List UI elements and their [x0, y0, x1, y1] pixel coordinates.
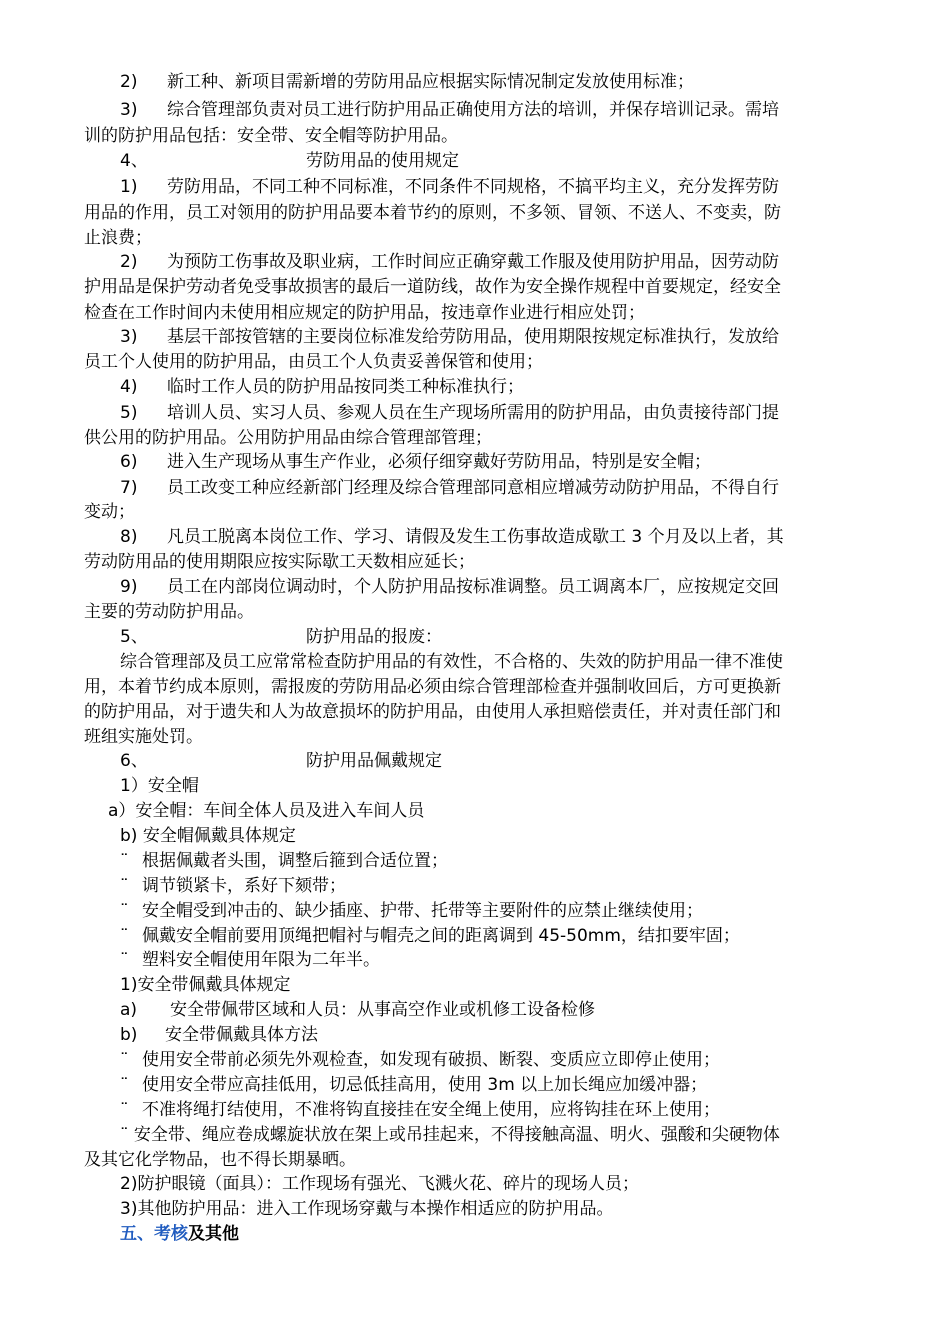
item-line: 4) 临时工作人员的防护用品按同类工种标准执行；	[120, 377, 524, 397]
continuation-line: 止浪费；	[84, 228, 152, 248]
item-line: 3) 基层干部按管辖的主要岗位标准发给劳防用品，使用期限按规定标准执行，发放给	[120, 327, 779, 347]
continuation-line: 的防护用品，对于遗失和人为故意损坏的防护用品，由使用人承担赔偿责任，并对责任部门和	[84, 702, 781, 722]
continuation-line: 员工个人使用的防护用品，由员工个人负责妥善保管和使用；	[84, 352, 543, 372]
subitem-line: 1)安全带佩戴具体规定	[120, 975, 291, 995]
bullet-line: ¨ 根据佩戴者头围，调整后箍到合适位置；	[120, 851, 448, 871]
bullet-line: ¨ 调节锁紧卡，系好下颏带；	[120, 876, 346, 896]
section-title-part2: 及其他	[188, 1224, 239, 1244]
continuation-line: 班组实施处罚。	[84, 727, 203, 747]
subitem-line: b) 安全带佩戴具体方法	[120, 1025, 318, 1045]
item-line: 8) 凡员工脱离本岗位工作、学习、请假及发生工伤事故造成歇工 3 个月及以上者，其	[120, 527, 784, 547]
continuation-line: 及其它化学物品，也不得长期暴晒。	[84, 1150, 356, 1170]
item-line: 2) 为预防工伤事故及职业病，工作时间应正确穿戴工作服及使用防护用品，因劳动防	[120, 252, 779, 272]
subitem-line: 2)防护眼镜（面具）：工作现场有强光、飞溅火花、碎片的现场人员；	[120, 1174, 639, 1194]
continuation-line: 变动；	[84, 502, 135, 522]
continuation-line: 劳动防用品的使用期限应按实际歇工天数相应延长；	[84, 552, 475, 572]
bullet-line: ¨ 使用安全带应高挂低用，切忌低挂高用，使用 3m 以上加长绳应加缓冲器；	[120, 1075, 708, 1095]
subsection-heading: 6、 防护用品佩戴规定	[120, 751, 442, 771]
bullet-line: ¨ 安全带、绳应卷成螺旋状放在架上或吊挂起来，不得接触高温、明火、强酸和尖硬物体	[120, 1125, 780, 1145]
subitem-line: a) 安全带佩带区域和人员：从事高空作业或机修工设备检修	[120, 1000, 595, 1020]
bullet-line: ¨ 安全帽受到冲击的、缺少插座、护带、托带等主要附件的应禁止继续使用；	[120, 901, 703, 921]
continuation-line: 用品的作用，员工对领用的防护用品要本着节约的原则，不多领、冒领、不送人、不变卖，防	[84, 203, 781, 223]
subitem-line: 3)其他防护用品：进入工作现场穿戴与本操作相适应的防护用品。	[120, 1199, 614, 1219]
item-line: 2) 新工种、新项目需新增的劳防用品应根据实际情况制定发放使用标准；	[120, 72, 694, 92]
item-line: 9) 员工在内部岗位调动时，个人防护用品按标准调整。员工调离本厂，应按规定交回	[120, 577, 779, 597]
subitem-line: a）安全帽：车间全体人员及进入车间人员	[108, 801, 425, 821]
continuation-line: 主要的劳动防护用品。	[84, 602, 254, 622]
item-line: 3) 综合管理部负责对员工进行防护用品正确使用方法的培训，并保存培训记录。需培	[120, 100, 779, 120]
continuation-line: 检查在工作时间内未使用相应规定的防护用品，按违章作业进行相应处罚；	[84, 303, 645, 323]
bullet-line: ¨ 塑料安全帽使用年限为二年半。	[120, 950, 380, 970]
bullet-line: ¨ 不准将绳打结使用，不准将钩直接挂在安全绳上使用，应将钩挂在环上使用；	[120, 1100, 720, 1120]
section-title-part1: 五、考核	[120, 1224, 188, 1244]
continuation-line: 用，本着节约成本原则，需报废的劳防用品必须由综合管理部检查并强制收回后，方可更换新	[84, 677, 781, 697]
continuation-line: 训的防护用品包括：安全带、安全帽等防护用品。	[84, 126, 458, 146]
item-line: 6) 进入生产现场从事生产作业，必须仔细穿戴好劳防用品，特别是安全帽；	[120, 452, 711, 472]
item-line: 5) 培训人员、实习人员、参观人员在生产现场所需用的防护用品，由负责接待部门提	[120, 403, 779, 423]
continuation-line: 供公用的防护用品。公用防护用品由综合管理部管理；	[84, 428, 492, 448]
continuation-line: 护用品是保护劳动者免受事故损害的最后一道防线，故作为安全操作规程中首要规定，经安全	[84, 277, 781, 297]
bullet-line: ¨ 使用安全带前必须先外观检查，如发现有破损、断裂、变质应立即停止使用；	[120, 1050, 720, 1070]
bullet-line: ¨ 佩戴安全帽前要用顶绳把帽衬与帽壳之间的距离调到 45-50mm，结扣要牢固；	[120, 926, 740, 946]
paragraph-line: 综合管理部及员工应常常检查防护用品的有效性，不合格的、失效的防护用品一律不准使	[120, 652, 783, 672]
subitem-line: b) 安全帽佩戴具体规定	[120, 826, 296, 846]
subsection-heading: 5、 防护用品的报废：	[120, 627, 442, 647]
item-line: 1) 劳防用品，不同工种不同标准，不同条件不同规格，不搞平均主义，充分发挥劳防	[120, 177, 779, 197]
subitem-line: 1）安全帽	[120, 776, 199, 796]
subsection-heading: 4、 劳防用品的使用规定	[120, 151, 459, 171]
item-line: 7) 员工改变工种应经新部门经理及综合管理部同意相应增减劳动防护用品，不得自行	[120, 478, 779, 498]
section-title	[120, 1222, 239, 1246]
